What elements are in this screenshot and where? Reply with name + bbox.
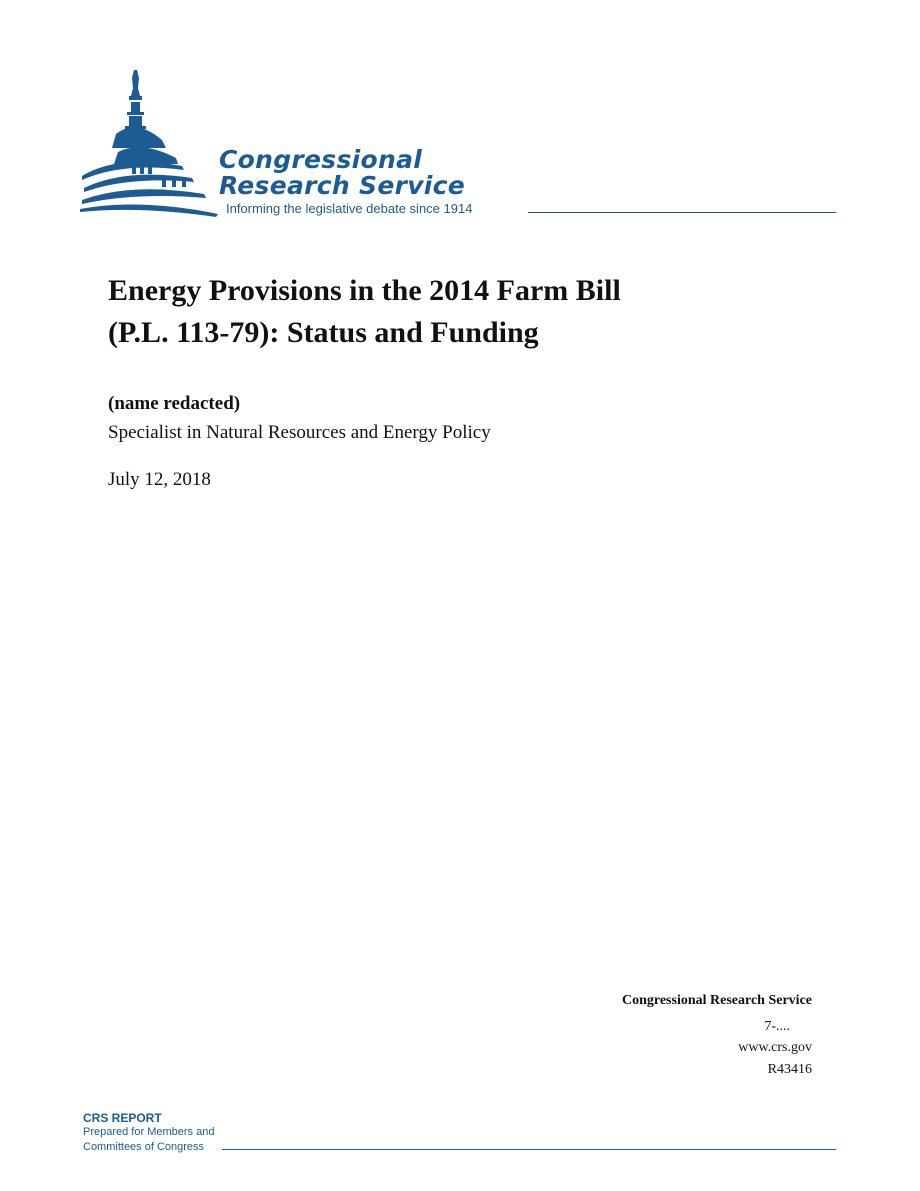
footer-report-label: CRS REPORT — [83, 1111, 162, 1125]
author-name: (name redacted) — [108, 393, 241, 414]
report-date: July 12, 2018 — [108, 469, 211, 490]
report-title-line2: (P.L. 113-79): Status and Funding — [108, 316, 539, 349]
logo-wordmark-line2: Research Service — [219, 171, 466, 200]
footer-rule — [222, 1149, 836, 1150]
footer-line1: Prepared for Members and — [83, 1126, 215, 1138]
publisher-website-link[interactable]: www.crs.gov — [738, 1040, 812, 1055]
logo-tagline: Informing the legislative debate since 1914 — [226, 201, 473, 216]
footer-line2: Committees of Congress — [83, 1141, 205, 1153]
report-title — [108, 270, 808, 354]
logo-wordmark-line1: Congressional — [219, 145, 423, 174]
report-number: R43416 — [767, 1062, 812, 1077]
header-rule — [528, 212, 836, 213]
author-position: Specialist in Natural Resources and Energy Policy — [108, 422, 491, 443]
report-title-line1: Energy Provisions in the 2014 Farm Bill — [108, 274, 621, 307]
publisher-organization: Congressional Research Service — [621, 993, 812, 1008]
capitol-dome-icon — [78, 66, 220, 218]
publisher-phone: 7-.... — [764, 1019, 790, 1034]
